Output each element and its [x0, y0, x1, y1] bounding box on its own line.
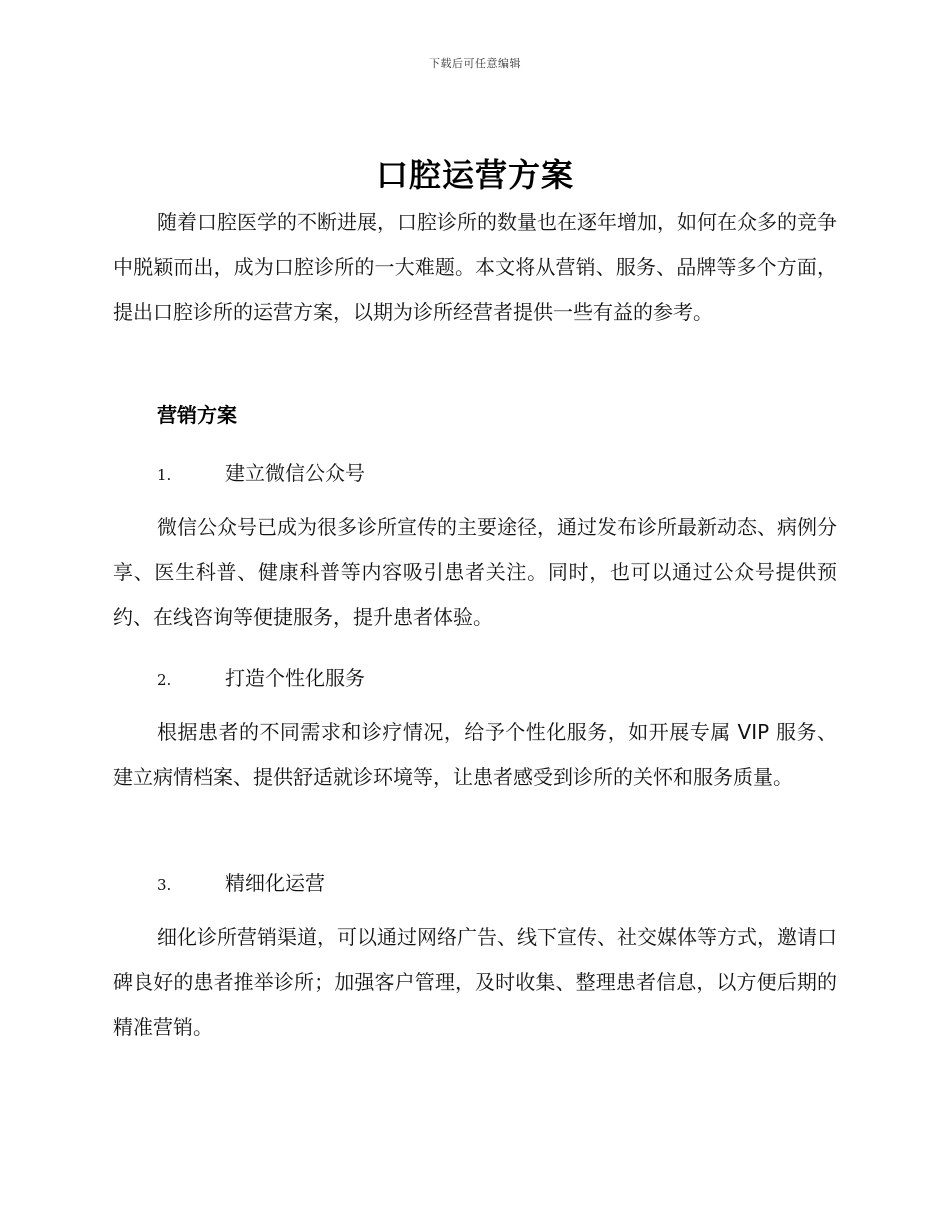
intro-paragraph: 随着口腔医学的不断进展，口腔诊所的数量也在逐年增加，如何在众多的竞争中脱颖而出，成为口腔诊所的一大难题。本文将从营销、服务、品牌等多个方面，提出口腔诊所的运营方案，以期为诊所经营者提供一些有益的参考。 — [113, 210, 837, 324]
list-item-1 — [157, 457, 365, 485]
list-item-label: 打造个性化服务 — [225, 666, 365, 690]
item-3-paragraph: 细化诊所营销渠道，可以通过网络广告、线下宣传、社交媒体等方式，邀请口碑良好的患者推举诊所；加强客户管理，及时收集、整理患者信息，以方便后期的精准营销。 — [113, 925, 837, 1039]
page-title: 口腔运营方案 — [375, 156, 574, 194]
list-item-label: 精细化运营 — [225, 871, 325, 895]
section-heading: 营销方案 — [157, 403, 237, 427]
item-1-paragraph: 微信公众号已成为很多诊所宣传的主要途径，通过发布诊所最新动态、病例分享、医生科普、健康科普等内容吸引患者关注。同时，也可以通过公众号提供预约、在线咨询等便捷服务，提升患者体验。 — [113, 515, 837, 629]
header-note: 下载后可任意编辑 — [429, 57, 521, 70]
list-item-number: 1. — [157, 466, 172, 484]
item-2-paragraph: 根据患者的不同需求和诊疗情况，给予个性化服务，如开展专属 VIP 服务、建立病情档案、提供舒适就诊环境等，让患者感受到诊所的关怀和服务质量。 — [113, 720, 837, 789]
list-item-2 — [157, 662, 365, 690]
list-item-number: 2. — [157, 671, 172, 689]
list-item-3 — [157, 867, 325, 895]
list-item-number: 3. — [157, 876, 172, 894]
list-item-label: 建立微信公众号 — [225, 461, 365, 485]
